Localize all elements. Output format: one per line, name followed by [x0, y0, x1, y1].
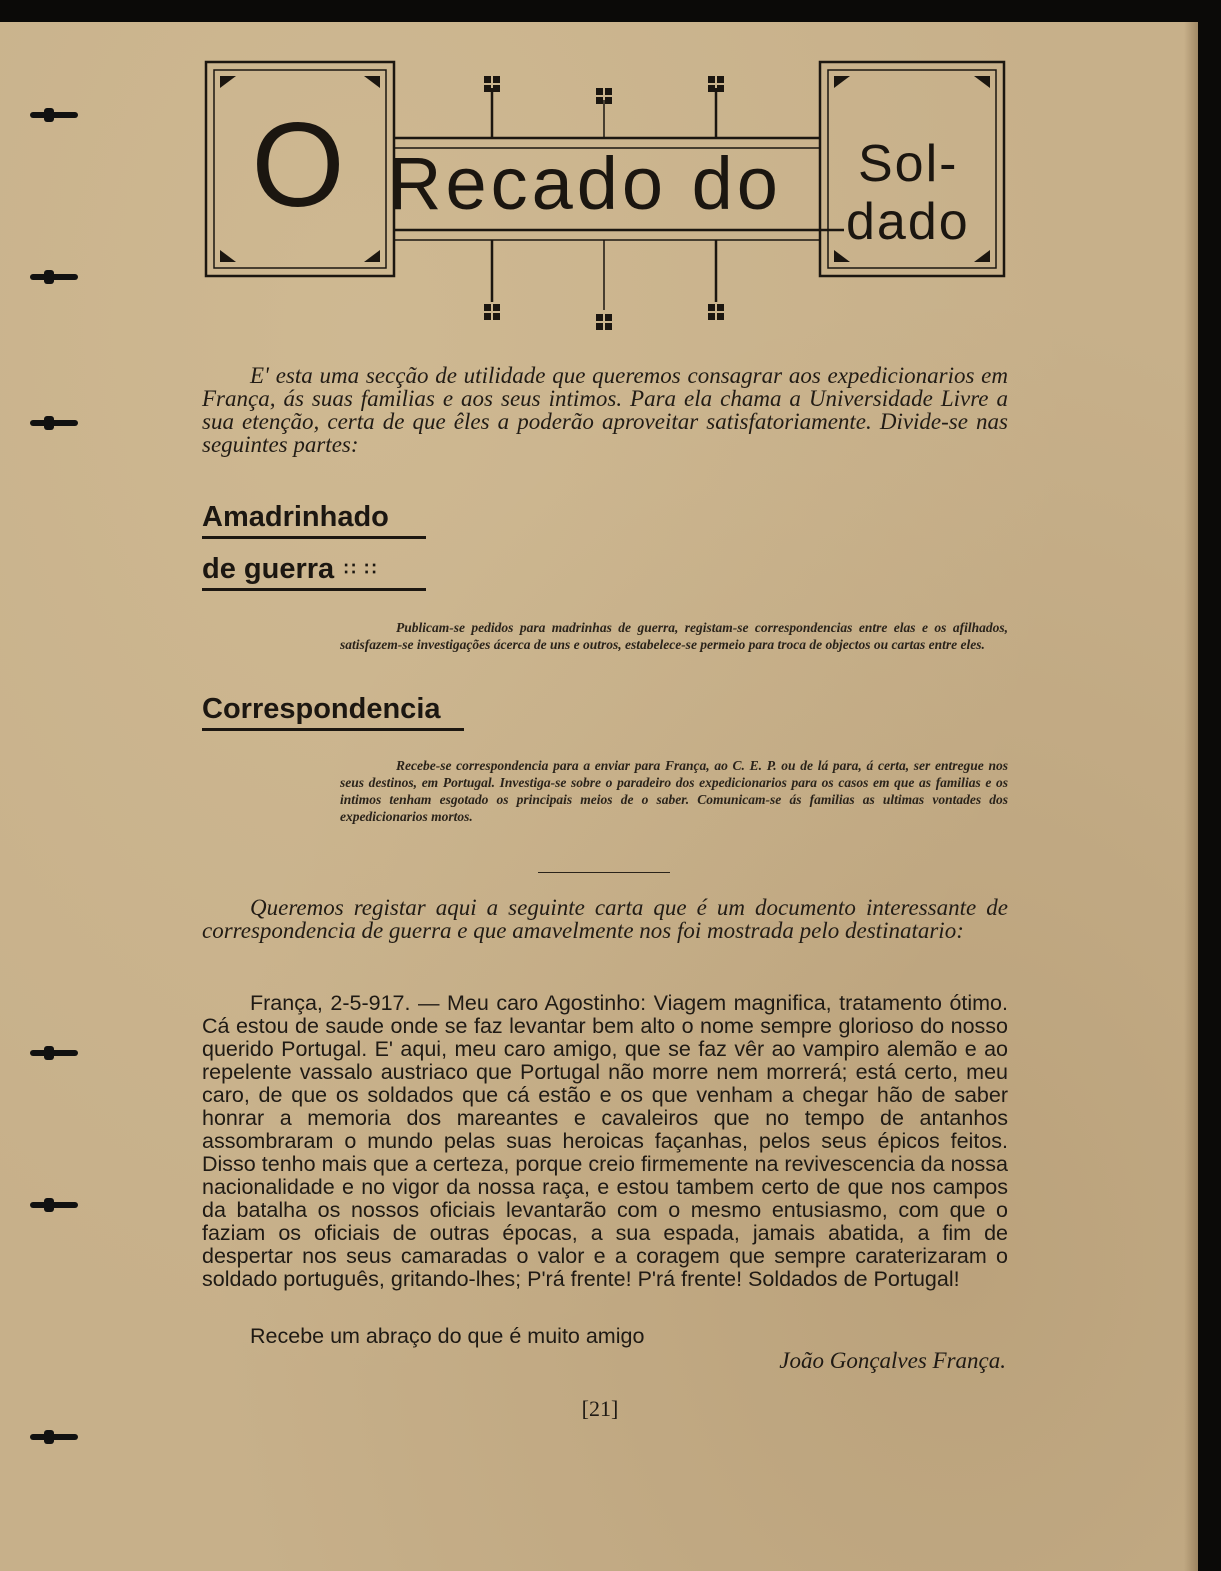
- masthead-title-main: Recado do: [388, 142, 782, 225]
- masthead-title-dado: dado: [846, 193, 970, 251]
- letter-body: França, 2-5-917. — Meu caro Agostinho: Viagem magnifica, tratamento ótimo. Cá estou de saude onde se faz levantar bem alto o nome sempre glorioso do nosso querido Portugal. E' aqui, meu caro amigo, que se faz vêr ao vampiro alemão e ao repelente vassalo austriaco que Portugal não morre nem morrerá; está certo, meu caro, de que os soldados que cá estão e os que venham a chegar hão de saber honrar a memoria dos mareantes e cavaleiros que no tempo de antanhos assombraram o mundo pelas suas heroicas façanhas, pelos seus épicos feitos. Disso tenho mais que a certeza, porque creio firmemente na revivescencia da nossa nacionalidade e no vigor da nossa raça, e estou tambem certo de que nos campos da batalha os nossos oficiais levantarão com o mesmo entusiasmo, com que o faziam os oficiais de outras épocas, a sua espada, jamais abatida, a fim de despertar nos seus camaradas o valor e a coragem que sempre caraterizaram o soldado português, gritando-lhes; P'rá frente! P'rá frente! Soldados de Portugal!: [202, 991, 1008, 1291]
- binding-mark: [30, 1202, 78, 1208]
- document-page: [0, 22, 1198, 1571]
- binding-mark: [30, 112, 78, 118]
- binding-mark: [30, 274, 78, 280]
- page-number: [21]: [581, 1396, 619, 1421]
- binding-mark: [30, 1434, 78, 1440]
- letter-signature: João Gonçalves França.: [779, 1348, 1006, 1373]
- divider-rule: [538, 872, 670, 873]
- ornament-icon: ∷ ∷: [344, 559, 379, 579]
- section-heading-text: Correspondencia: [202, 693, 441, 725]
- section-body-correspondencia: Recebe-se correspondencia para a enviar para França, ao C. E. P. ou de lá para, á certa, ser entregue nos seus destinos, em Portugal. Investiga-se sobre o paradeiro dos expedicionarios para os casos em que as familias e os intimos tenham esgotado os principais meios de o saber. Comunicam-se ás familias as ultimas vontades dos expedicionarios mortos.: [340, 758, 1008, 824]
- letter-closing: Recebe um abraço do que é muito amigo: [250, 1324, 645, 1348]
- binding-mark: [30, 420, 78, 426]
- letter-intro-paragraph: Queremos registar aqui a seguinte carta que é um documento interessante de correspondencia de guerra e que amavelmente nos foi mostrada pelo destinatario:: [202, 895, 1008, 943]
- section-heading-text: Amadrinhado: [202, 501, 389, 533]
- masthead-title-sol: Sol-: [858, 135, 959, 193]
- binding-mark: [30, 1050, 78, 1056]
- section-body-amadrinhado: Publicam-se pedidos para madrinhas de guerra, registam-se correspondencias entre elas e os afilhados, satisfazem-se investigações ácerca de uns e outros, estabelece-se permeio para troca de objectos ou cartas entre eles.: [340, 620, 1008, 652]
- section-heading-de-guerra: [202, 552, 426, 591]
- intro-paragraph: E' esta uma secção de utilidade que queremos consagrar aos expedicionarios em França, ás suas familias e aos seus intimos. Para ela chama a Universidade Livre a sua etenção, certa de que êles a poderão aproveitar satisfatoriamente. Divide-se nas seguintes partes:: [202, 363, 1008, 457]
- page-edge-shadow: [1184, 22, 1198, 1571]
- section-heading-amadrinhado: [202, 500, 426, 539]
- section-heading-correspondencia: [202, 692, 464, 731]
- masthead: [204, 58, 1006, 338]
- masthead-title-o: O: [251, 98, 345, 232]
- section-heading-text: de guerra: [202, 553, 335, 585]
